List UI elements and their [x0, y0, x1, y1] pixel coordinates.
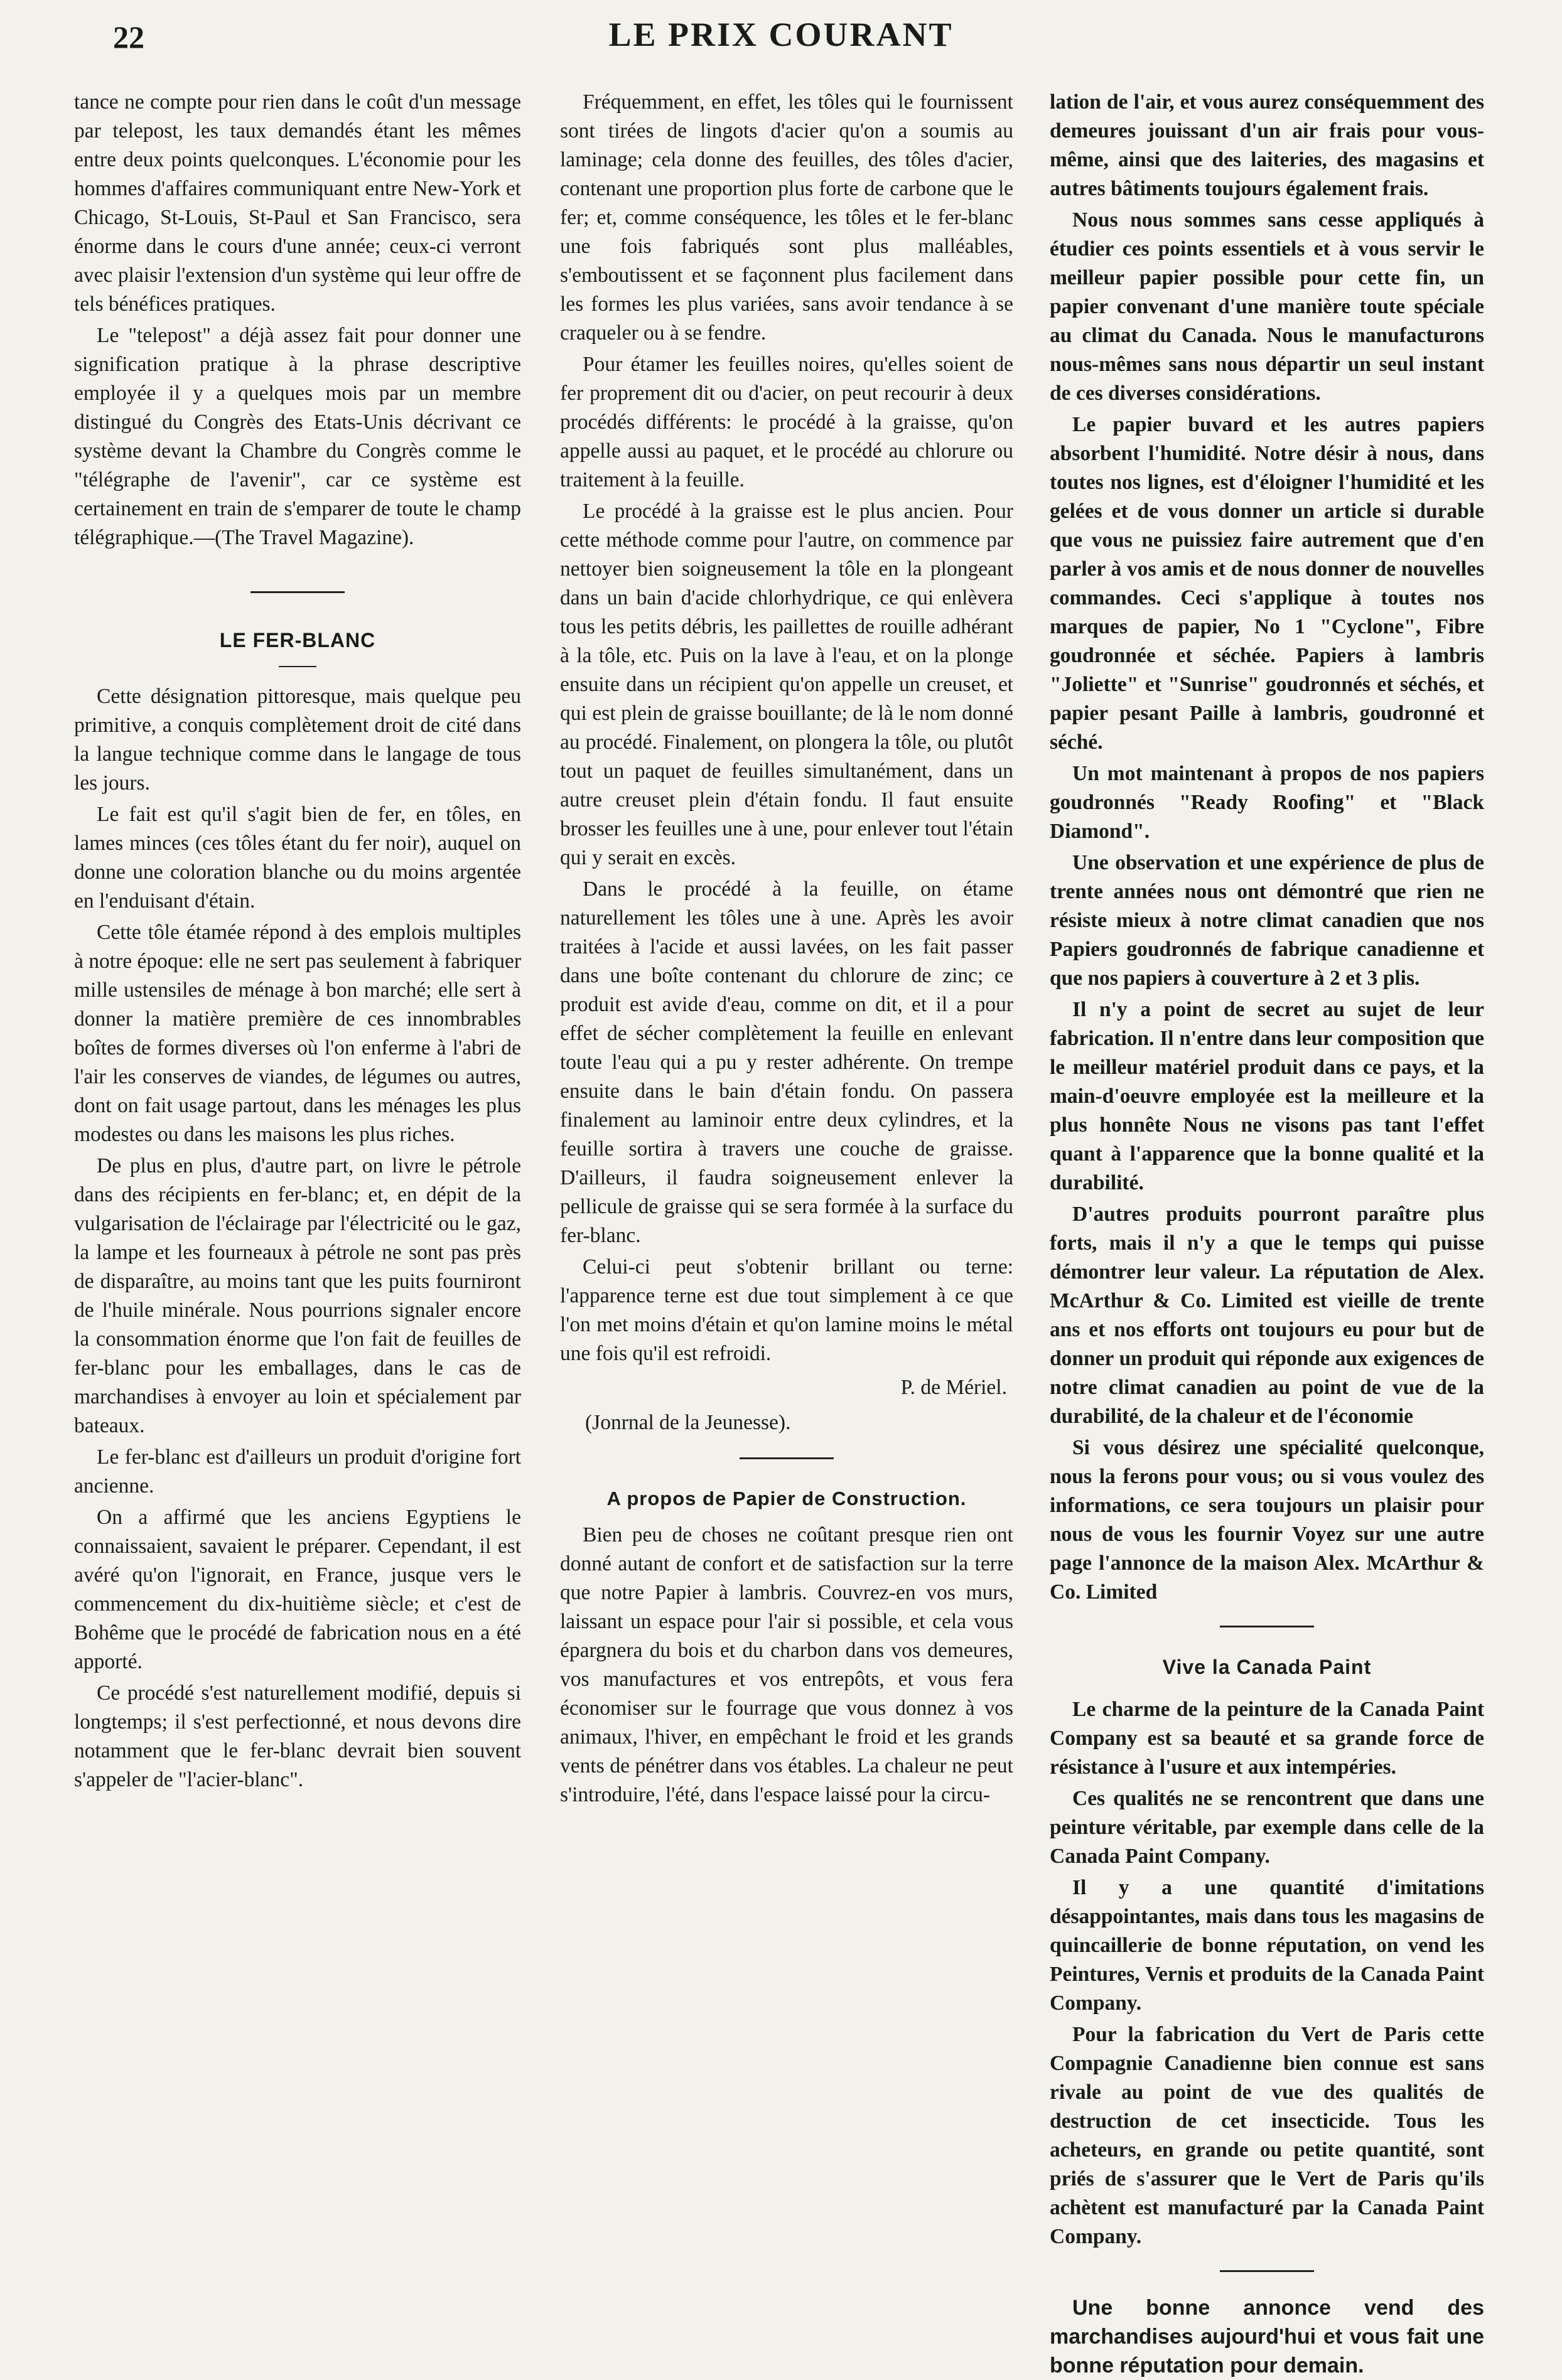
paragraph: Cette désignation pittoresque, mais quelque peu primitive, a conquis complètement droit de cité dans la langue technique comme dans le langage de tous les jours. [74, 685, 521, 795]
article-heading: A propos de Papier de Construction. [606, 1488, 967, 1509]
paragraph: Ce procédé s'est naturellement modifié, depuis si longtemps; il s'est perfectionné, et nous devons dire notamment que le fer-blanc devrait bien souvent s'appeler de "l'acier-blanc". [74, 1681, 521, 1791]
paragraph: Ces qualités ne se rencontrent que dans une peinture véritable, par exemple dans celle de la Canada Paint Company. [1050, 1787, 1484, 1868]
paragraph: lation de l'air, et vous aurez conséquemment des demeures jouissant d'un air frais pour vous-même, ainsi que des laiteries, des magasins et autres bâtiments toujours également frais. [1050, 90, 1484, 200]
paragraph: tance ne compte pour rien dans le coût d'un message par telepost, les taux demandés étant les mêmes entre deux points quelconques. L'économie pour les hommes d'affaires communiquant entre New-York et Chicago, St-Louis, St-Paul et San Francisco, sera énorme dans le cours d'une année; ceux-ci verront avec plaisir l'extension d'un système qui leur offre de tels bénéfices pratiques. [74, 90, 521, 316]
paragraph: Pour étamer les feuilles noires, qu'elles soient de fer proprement dit ou d'acier, on peut recourir à deux procédés différents: le procédé à la graisse, qu'on appelle aussi au paquet, et le procédé au chlorure ou traitement à la feuille. [560, 353, 1013, 491]
paragraph: On a affirmé que les anciens Egyptiens le connaissaient, savaient le préparer. Cependant, il est avéré qu'on l'ignorait, en France, jusque vers le commencement du dix-huitième siècle; et c'est de Bohême que le procédé de fabrication nous en a été apporté. [74, 1506, 521, 1673]
page-header [0, 14, 1562, 70]
paragraph: Il n'y a point de secret au sujet de leur fabrication. Il n'entre dans leur composition que le meilleur matériel produit dans ce pays, et la main-d'oeuvre employée est la meilleure et la plus honnête Nous ne visons pas tant l'effet quant à l'apparence que la bonne qualité et la durabilité. [1050, 998, 1484, 1194]
separator-rule [1220, 1626, 1314, 1627]
paragraph: Pour la fabrication du Vert de Paris cette Compagnie Canadienne bien connue est sans rivale au point de vue des qualités de destruction de cet insecticide. Tous les acheteurs, en grande ou petite quantité, sont priés de s'assurer que le Vert de Paris qu'ils achètent est manufacturé par la Canada Paint Company. [1050, 2023, 1484, 2248]
paragraph: Le fer-blanc est d'ailleurs un produit d'origine fort ancienne. [74, 1445, 521, 1498]
separator-rule [740, 1457, 834, 1459]
paragraph: De plus en plus, d'autre part, on livre le pétrole dans des récipients en fer-blanc; et, en dépit de la vulgarisation de l'éclairage par l'électricité ou le gaz, la lampe et les fourneaux à pétrole ne sont pas près de disparaître, au moins tant que les puits fourniront de l'huile minérale. Nous pourrions signaler encore la consommation énorme que l'on fait de feuilles de fer-blanc pour les emballages, dans le cas de marchandises à envoyer au loin et spécialement par bateaux. [74, 1154, 521, 1437]
source-citation: (Jonrnal de la Jeunesse). [585, 1411, 791, 1434]
paragraph: Le procédé à la graisse est le plus ancien. Pour cette méthode comme pour l'autre, on commence par nettoyer bien soigneusement la tôle en la plongeant dans un bain d'acide chlorhydrique, ce qui enlèvera tous les petits débris, les paillettes de rouille adhérant à la tôle, etc. Puis on la lave à l'eau, et on la plonge ensuite dans un récipient qu'on appelle un creuset, et qui est plein de graisse bouillante; de là le nom donné au procédé. Finalement, on plongera la tôle, ou plutôt tout un paquet de feuilles simultanément, dans un autre creuset plein d'étain fondu. Il faut ensuite brosser les feuilles une à une, pour enlever tout l'étain qui y serait en excès. [560, 500, 1013, 869]
paragraph: Le charme de la peinture de la Canada Paint Company est sa beauté et sa grande force de résistance à l'usure et aux intempéries. [1050, 1698, 1484, 1779]
separator-rule [1220, 2270, 1314, 2272]
paragraph: Celui-ci peut s'obtenir brillant ou terne: l'apparence terne est due tout simplement à ce que l'on met moins d'étain et qu'on lamine moins le métal une fois qu'il est refroidi. [560, 1255, 1013, 1365]
paragraph: Cette tôle étamée répond à des emplois multiples à notre époque: elle ne sert pas seulement à fabriquer mille ustensiles de ménage à bon marché; elle sert à donner la matière première de ces innombrables boîtes de formes diverses où l'on enferme à l'abri de l'air les conserves de viandes, de légumes ou autres, dont on fait usage partout, dans les ménages les plus modestes ou dans les maisons les plus riches. [74, 921, 521, 1146]
paragraph: Le fait est qu'il s'agit bien de fer, en tôles, en lames minces (ces tôles étant du fer noir), auquel on donne une coloration blanche ou du moins argentée en l'enduisant d'étain. [74, 803, 521, 913]
closing-maxim [1050, 2293, 1484, 2380]
paragraph: Une observation et une expérience de plus de trente années nous ont démontré que rien ne résiste mieux à notre climat canadien que nos Papiers goudronnés de fabrique canadienne et que nos papiers à couverture à 2 et 3 plis. [1050, 851, 1484, 990]
paragraph: D'autres produits pourront paraître plus forts, mais il n'y a que le temps qui puisse démontrer leur valeur. La réputation de Alex. McArthur & Co. Limited est vieille de trente ans et nos efforts ont toujours eu pour but de donner un produit qui réponde aux exigences de notre climat canadien au point de vue de la durabilité, de la chaleur et de l'économie [1050, 1203, 1484, 1428]
paragraph: Bien peu de choses ne coûtant presque rien ont donné autant de confort et de satisfaction sur la terre que notre Papier à lambris. Couvrez-en vos murs, laissant un espace pour l'air si possible, et cela vous épargnera du bois et du charbon dans vos demeures, vos manufactures et vos entrepôts, et vous fera économiser sur le fourrage que vous donnez à vos animaux, l'hiver, en empêchant le froid et les grands vents de pénétrer dans vos étables. La chaleur ne peut s'introduire, l'été, dans l'espace laissé pour la circu- [560, 1523, 1013, 1806]
separator-rule [250, 591, 345, 593]
paragraph: Si vous désirez une spécialité quelconque, nous la ferons pour vous; ou si vous voulez des informations, ce sera toujours un plaisir pour nous de vous les fournir Voyez sur une autre page l'annonce de la maison Alex. McArthur & Co. Limited [1050, 1436, 1484, 1604]
paragraph: Nous nous sommes sans cesse appliqués à étudier ces points essentiels et à vous servir le meilleur papier possible pour cette fin, un papier convenant d'une manière toute spéciale au climat du Canada. Nous le manufacturons nous-mêmes sans nous départir un seul instant de ces diverses considérations. [1050, 208, 1484, 405]
paragraph: Un mot maintenant à propos de nos papiers goudronnés "Ready Roofing" et "Black Diamond". [1050, 762, 1484, 843]
paragraph: Dans le procédé à la feuille, on étame naturellement les tôles une à une. Après les avoir traitées à l'acide et aussi lavées, on les fait passer dans une boîte contenant du chlorure de zinc; ce produit est avide d'eau, comme on dit, et il a pour effet de sécher complètement la feuille en enlevant toute l'eau qui a pu y rester adhérente. On trempe ensuite dans le bain d'étain fondu. On passera finalement au laminoir entre deux cylindres, et la feuille sortira à travers une couche de graisse. D'ailleurs, il faudra soigneusement enlever la pellicule de graisse qui se sera formée à la surface du fer-blanc. [560, 877, 1013, 1247]
column-3 [1050, 88, 1484, 2380]
paragraph: Le "telepost" a déjà assez fait pour donner une signification pratique à la phrase descriptive employée il y a quelques mois par un membre distingué du Congrès des Etats-Unis décrivant ce système devant la Chambre du Congrès comme le "télégraphe de l'avenir", car ce système est certainement en train de s'emparer de toute le champ télégraphique.—(The Travel Magazine). [74, 324, 521, 549]
page-number: 22 [113, 19, 144, 55]
paragraph: Fréquemment, en effet, les tôles qui le fournissent sont tirées de lingots d'acier qu'on a soumis au laminage; cela donne des feuilles, des tôles d'acier, contenant une proportion plus forte de carbone que le fer; et, comme conséquence, les tôles et le fer-blanc une fois fabriqués sont plus malléables, s'emboutissent et se façonnent plus facilement dans les formes les plus variées, sans avoir tendance à se craqueler ou à se fendre. [560, 90, 1013, 345]
paragraph: Le papier buvard et les autres papiers absorbent l'humidité. Notre désir à nous, dans toutes nos lignes, est d'éloigner l'humidité et les gelées et de vous donner un article si durable que vous ne puissiez faire autrement que d'en parler à vos amis et de nous donner de nouvelles commandes. Ceci s'applique à toutes nos marques de papier, No 1 "Cyclone", Fibre goudronnée et séchée. Papiers à lambris "Joliette" et "Sunrise" goudronnés et séchés, et papier pesant Paille à lambris, goudronné et séché. [1050, 413, 1484, 754]
column-2 [560, 88, 1013, 1809]
article-heading: Vive la Canada Paint [1162, 1656, 1372, 1678]
paragraph: Une bonne annonce vend des marchandises aujourd'hui et vous fait une bonne réputation pour demain. [1050, 2296, 1484, 2377]
article-heading: LE FER-BLANC [219, 629, 376, 651]
paragraph: Il y a une quantité d'imitations désappointantes, mais dans tous les magasins de quincaillerie de bonne réputation, on vend les Peintures, Vernis et produits de la Canada Paint Company. [1050, 1876, 1484, 2015]
column-1 [74, 88, 521, 1794]
signature: P. de Mériel. [900, 1376, 1007, 1399]
journal-title: LE PRIX COURANT [608, 16, 954, 53]
